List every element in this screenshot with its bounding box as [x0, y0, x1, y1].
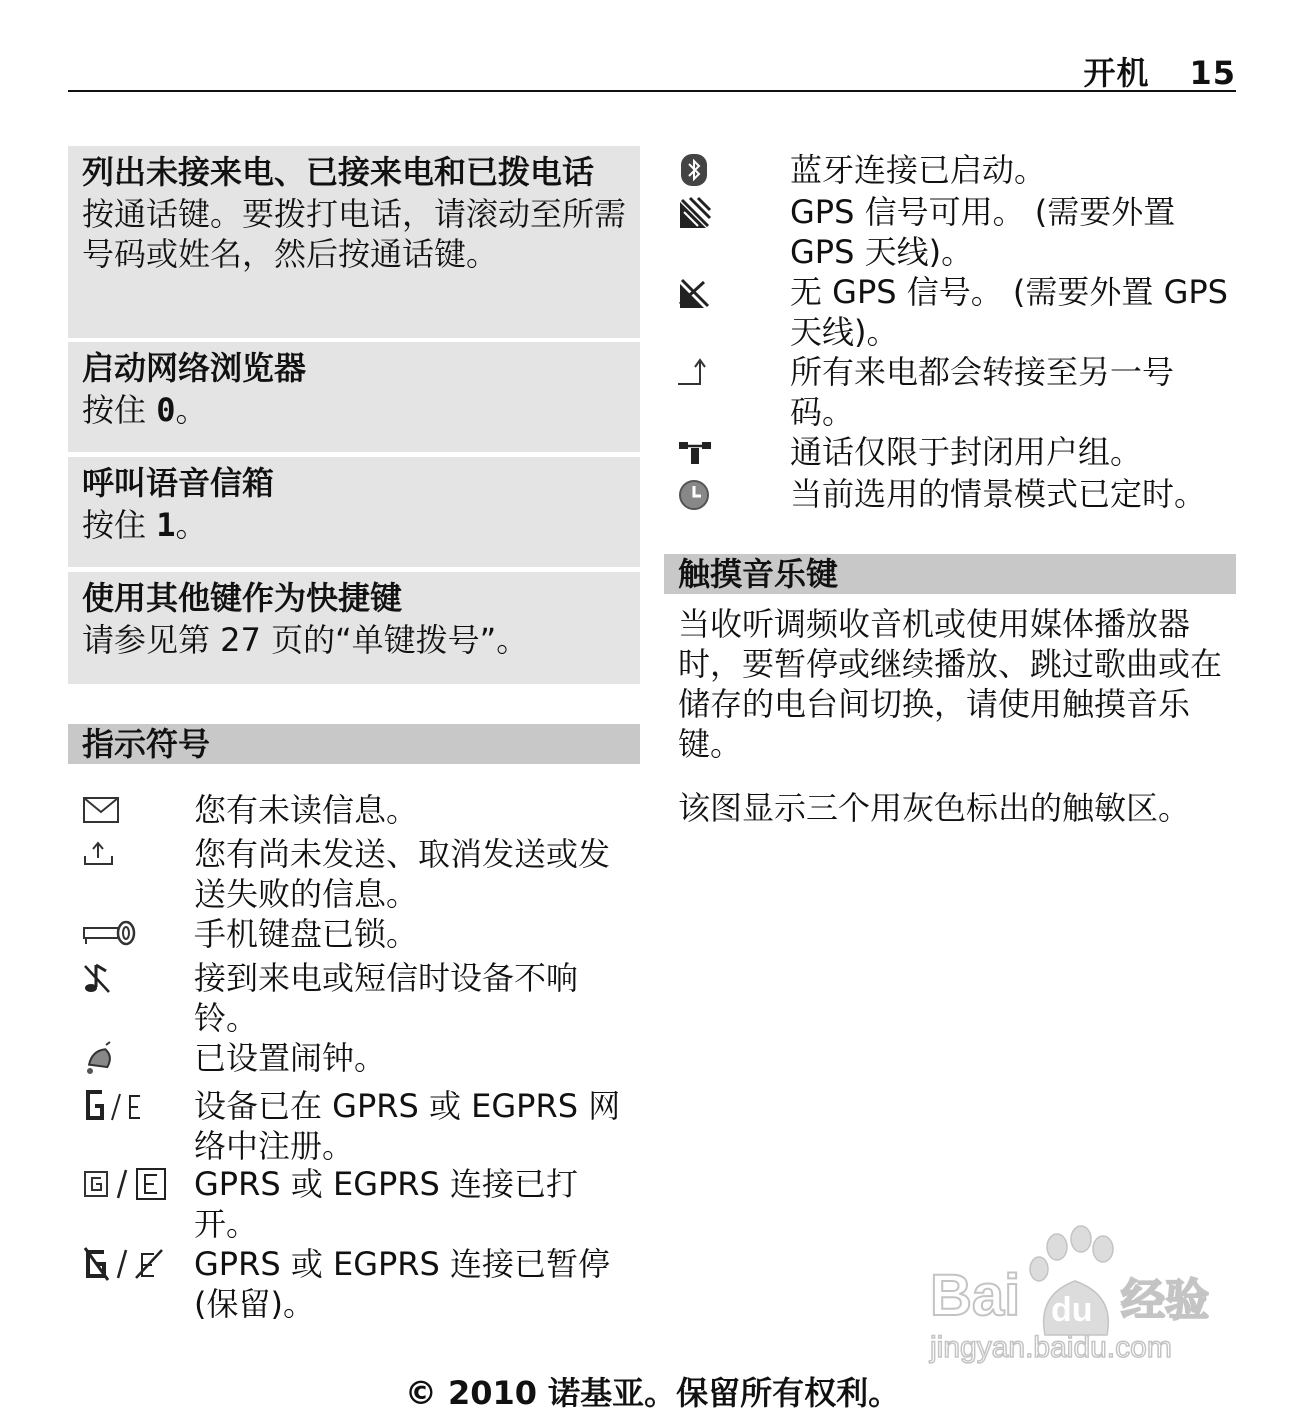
indicator-row — [676, 150, 1232, 190]
call-divert-icon — [676, 352, 790, 392]
indicator-text: 您有尚未发送、取消发送或发送失败的信息。 — [194, 835, 611, 913]
watermark-url: jingyan.baidu.com — [930, 1331, 1172, 1364]
tip-title: 呼叫语音信箱 — [82, 464, 275, 502]
indicator-row — [82, 958, 638, 1038]
chapter-title: 开机 — [1083, 54, 1150, 92]
indicator-row — [82, 1086, 638, 1166]
indicator-text: 设备已在 GPRS 或 EGPRS 网络中注册。 — [194, 1087, 621, 1165]
tip-voicemail — [68, 457, 640, 567]
tip-body: 按通话键。要拨打电话，请滚动至所需号码或姓名，然后按通话键。 — [82, 195, 627, 273]
indicator-row — [82, 914, 638, 954]
bluetooth-icon — [676, 150, 790, 190]
indicator-row — [676, 432, 1232, 472]
baidu-jingyan-watermark — [925, 1225, 1225, 1375]
tip-title: 使用其他键作为快捷键 — [82, 579, 403, 617]
copyright-footer: © 2010 诺基亚。保留所有权利。 — [404, 1374, 901, 1412]
envelope-icon — [82, 790, 194, 830]
indicator-row — [82, 1164, 638, 1244]
tip-body — [68, 503, 640, 545]
indicator-text: 已设置闹钟。 — [194, 1039, 387, 1077]
tip-browser — [68, 342, 640, 452]
touch-keys-paragraph: 当收听调频收音机或使用媒体播放器时，要暂停或继续播放、跳过歌曲或在储存的电台间切换，请使用触摸音乐键。 — [678, 605, 1223, 763]
watermark-brand-left: Bai — [930, 1263, 1021, 1328]
touch-keys-heading: 触摸音乐键 — [664, 554, 1236, 594]
key-lock-icon — [82, 914, 194, 954]
indicator-text: 通话仅限于封闭用户组。 — [790, 433, 1143, 471]
tip-body-prefix: 按住 — [82, 506, 157, 544]
indicator-row — [676, 352, 1232, 432]
gprs-egprs-suspended-icon — [82, 1244, 194, 1284]
tip-title: 启动网络浏览器 — [82, 349, 307, 387]
tip-key: 0 — [156, 391, 176, 429]
tip-shortcuts — [68, 572, 640, 684]
gps-signal-icon — [676, 192, 790, 232]
tip-body — [68, 388, 640, 430]
indicator-text: 无 GPS 信号。 (需要外置 GPS 天线)。 — [790, 273, 1228, 351]
silent-icon — [82, 958, 194, 998]
tip-body-suffix: 。 — [175, 506, 208, 544]
indicator-text: GPS 信号可用。 (需要外置 GPS 天线)。 — [790, 193, 1176, 271]
closed-user-group-icon — [676, 432, 790, 472]
tip-title: 列出未接来电、已接来电和已拨电话 — [82, 153, 595, 191]
no-gps-signal-icon — [676, 272, 790, 312]
watermark-brand-right: 经验 — [1121, 1275, 1209, 1326]
indicators-heading: 指示符号 — [68, 724, 640, 764]
page-number: 15 — [1189, 54, 1236, 92]
indicator-row — [82, 1038, 638, 1078]
gprs-egprs-connected-icon — [82, 1164, 194, 1204]
tip-body-prefix: 按住 — [82, 391, 157, 429]
touch-area-paragraph: 该图显示三个用灰色标出的触敏区。 — [678, 789, 1191, 827]
tip-body-suffix: 。 — [175, 391, 208, 429]
indicator-text: 手机键盘已锁。 — [194, 915, 419, 953]
indicator-text: 当前选用的情景模式已定时。 — [790, 475, 1207, 513]
tip-key: 1 — [156, 506, 176, 544]
indicator-text: 所有来电都会转接至另一号码。 — [790, 353, 1175, 431]
indicator-text: GPRS 或 EGPRS 连接已暂停 (保留)。 — [194, 1245, 611, 1323]
indicator-row — [82, 834, 638, 914]
header-title — [1083, 48, 1236, 94]
indicator-text: 接到来电或短信时设备不响铃。 — [194, 959, 579, 1037]
indicator-row — [676, 474, 1232, 514]
indicator-text: 您有未读信息。 — [194, 791, 419, 829]
indicator-row — [676, 272, 1232, 352]
indicator-row — [82, 790, 638, 830]
page-header — [68, 40, 1236, 92]
watermark-brand-du: du — [1051, 1291, 1093, 1329]
alarm-bell-icon — [82, 1038, 194, 1078]
tip-call-log — [68, 146, 640, 338]
indicator-row — [82, 1244, 638, 1324]
outbox-icon — [82, 834, 194, 874]
indicator-text: 蓝牙连接已启动。 — [790, 151, 1047, 189]
indicator-row — [676, 192, 1232, 272]
timed-profile-icon — [676, 474, 790, 514]
gprs-egprs-icon — [82, 1086, 194, 1126]
indicator-text: GPRS 或 EGPRS 连接已打开。 — [194, 1165, 579, 1243]
tip-body: 请参见第 27 页的“单键拨号”。 — [82, 621, 529, 659]
